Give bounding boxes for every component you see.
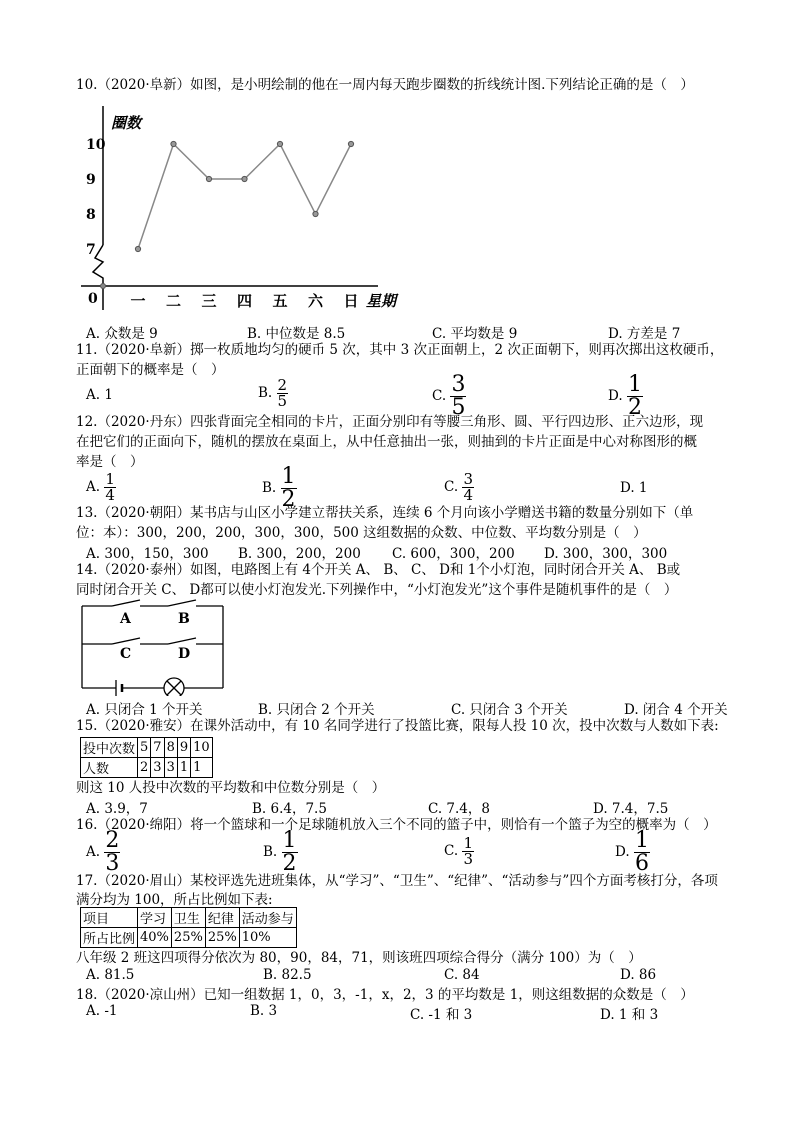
switch-d-label: D [178,646,191,662]
q14-option-c[interactable]: C. 只闭合 3 个开关 [451,702,568,718]
switch-b-blade [168,600,196,606]
q14-option-a[interactable]: A. 只闭合 1 个开关 [86,702,203,718]
x-tick-label: 三 [201,292,217,310]
q17-option-c[interactable]: C. 84 [444,967,480,983]
table-cell: 8 [164,738,177,758]
switch-d-blade [168,638,196,644]
table-cell: 9 [177,738,190,758]
q12-stem-line2: 在把它们的正面向下，随机的摆放在桌面上，从中任意抽出一张，则抽到的卡片正面是中心对称图形的概 [76,434,697,450]
y-axis-label: 圈数 [111,114,142,132]
series-line [138,144,351,249]
q15-option-b[interactable]: B. 6.4，7.5 [252,801,327,817]
q16-stem: 16.（2020·绵阳）将一个篮球和一个足球随机放入三个不同的篮子中，则恰有一个篮子为空的概率为（ ） [76,817,717,833]
table-cell: 3 [164,758,177,778]
data-point [242,176,247,181]
q17-stem-line1: 17.（2020·眉山）某校评选先进班集体，从“学习”、“卫生”、“纪律”、“活动参与”四个方面考核打分，各项 [76,873,718,889]
switch-a-label: A [120,611,131,627]
y-tick-label: 7 [86,242,96,258]
table-cell: 25% [171,928,205,948]
x-tick-label: 日 [343,292,359,310]
origin-dot [101,284,106,289]
line-chart [78,100,408,318]
table-cell: 1 [177,758,190,778]
table-cell: 25% [205,928,239,948]
q12-stem-line3: 率是（ ） [76,454,144,470]
q16-option-a[interactable]: A. $\frac{2}{3}$ [86,828,120,876]
x-tick-label: 五 [272,292,288,310]
x-axis-label: 星期 [366,292,397,310]
table-cell: 活动参与 [239,908,296,928]
y-tick-label: 8 [86,207,96,223]
data-point [348,141,353,146]
q15-option-d[interactable]: D. 7.4，7.5 [593,801,669,817]
q15-option-c[interactable]: C. 7.4，8 [428,801,490,817]
table-cell: 2 [138,758,151,778]
table-cell: 所占比例 [81,928,138,948]
q12-option-a[interactable]: A. $\frac{1}{4}$ [86,470,115,504]
q13-option-b[interactable]: B. 300，200，200 [238,546,361,562]
table-cell: 3 [151,758,164,778]
q14-option-d[interactable]: D. 闭合 4 个开关 [624,702,728,718]
q10-stem: 10.（2020·阜新）如图，是小明绘制的他在一周内每天跑步圈数的折线统计图.下列结论正确的是（ ） [76,77,694,93]
q12-option-b[interactable]: B. $\frac{1}{2}$ [262,464,296,512]
x-tick-label: 六 [307,292,324,310]
q11-stem-line1: 11.（2020·阜新）掷一枚质地均匀的硬币 5 次，其中 3 次正面朝上，2 次正面朝下，则再次掷出这枚硬币， [76,342,724,358]
q17-option-d[interactable]: D. 86 [620,967,657,983]
table-cell: 5 [138,738,151,758]
table-cell: 1 [191,758,213,778]
data-point [171,141,176,146]
table-cell: 7 [151,738,164,758]
q17-option-a[interactable]: A. 81.5 [86,967,135,983]
q13-option-d[interactable]: D. 300，300，300 [544,546,668,562]
q13-stem-line1: 13.（2020·朝阳）某书店与山区小学建立帮扶关系，连续 6 个月向该小学赠送书籍的数量分别如下（单 [76,505,694,521]
q13-option-a[interactable]: A. 300，150，300 [86,546,209,562]
table-cell: 10 [191,738,213,758]
q18-option-c[interactable]: C. -1 和 3 [410,1007,473,1023]
data-point [206,176,211,181]
table-cell: 纪律 [205,908,239,928]
q17-table [80,907,297,948]
table-cell: 项目 [81,908,138,928]
q11-stem-line2: 正面朝下的概率是（ ） [76,362,225,378]
q15-table [80,737,213,778]
q12-stem-line1: 12.（2020·丹东）四张背面完全相同的卡片，正面分别印有等腰三角形、圆、平行四边形、正六边形，现 [76,414,704,430]
table-row [81,908,297,928]
y-tick-label: 9 [86,172,96,188]
q13-option-c[interactable]: C. 600，300，200 [392,546,515,562]
q18-option-a[interactable]: A. -1 [86,1003,118,1019]
table-cell: 40% [138,928,172,948]
x-tick-label: 四 [236,292,253,310]
q14-stem-line2: 同时闭合开关 C、 D都可以使小灯泡发光.下列操作中，“小灯泡发光”这个事件是随机事件的是（ ） [76,582,678,598]
q10-option-a[interactable]: A. 众数是 9 [86,326,158,342]
q15-option-a[interactable]: A. 3.9，7 [86,801,148,817]
circuit-diagram [78,598,238,696]
data-point [313,211,318,216]
q12-option-c[interactable]: C. $\frac{3}{4}$ [444,470,473,504]
q15-stem: 15.（2020·雅安）在课外活动中，有 10 名同学进行了投篮比赛，限每人投 10 次，投中次数与人数如下表: [76,718,719,734]
q10-option-d[interactable]: D. 方差是 7 [608,326,681,342]
table-cell: 人数 [81,758,138,778]
switch-a-blade [112,600,140,606]
q10-option-c[interactable]: C. 平均数是 9 [432,326,518,342]
x-tick-label: 一 [130,292,146,310]
q18-option-b[interactable]: B. 3 [250,1003,278,1019]
q17-stem-line3: 八年级 2 班这四项得分依次为 80，90，84，71，则该班四项综合得分（满分 100）为（ ） [76,950,642,966]
data-point [277,141,282,146]
table-row [81,928,297,948]
table-row [81,738,213,758]
q15-stem-line2: 则这 10 人投中次数的平均数和中位数分别是（ ） [76,780,386,796]
table-row [81,758,213,778]
switch-c-blade [112,638,140,644]
q16-option-d[interactable]: D. $\frac{1}{6}$ [615,828,649,876]
chart-axes [81,106,378,310]
q16-option-b[interactable]: B. $\frac{1}{2}$ [263,828,297,876]
switch-c-label: C [120,646,132,662]
data-point [135,246,140,251]
q17-stem-line2: 满分均为 100，所占比例如下表: [76,892,273,908]
bulb-icon [164,678,184,696]
table-cell: 学习 [138,908,172,928]
table-cell: 10% [239,928,296,948]
q14-stem-line1: 14.（2020·泰州）如图，电路图上有 4个开关 A、 B、 C、 D和 1个小灯泡，同时闭合开关 A、 B或 [76,562,681,578]
q11-option-c[interactable]: C. $\frac{3}{5}$ [432,372,466,420]
q18-stem: 18.（2020·凉山州）已知一组数据 1，0，3，-1，x，2，3 的平均数是 1，则这组数据的众数是（ ） [76,987,694,1003]
q11-option-a[interactable]: A. 1 [86,387,113,403]
q16-option-c[interactable]: C. $\frac{1}{3}$ [444,834,473,868]
switch-b-label: B [178,611,190,627]
q10-option-b[interactable]: B. 中位数是 8.5 [247,326,346,342]
origin-label: 0 [88,291,98,307]
q11-option-d[interactable]: D. $\frac{1}{2}$ [608,372,642,420]
q18-option-d[interactable]: D. 1 和 3 [600,1007,659,1023]
q12-option-d[interactable]: D. 1 [620,480,648,496]
table-cell: 卫生 [171,908,205,928]
q14-option-b[interactable]: B. 只闭合 2 个开关 [258,702,375,718]
q11-option-b[interactable]: B. $\frac{2}{5}$ [258,376,288,410]
x-tick-label: 二 [165,292,182,310]
table-cell: 投中次数 [81,738,138,758]
q13-stem-line2: 位：本）：300，200，200，300，300，500 这组数据的众数、中位数、平均数分别是（ ） [76,525,647,541]
y-tick-label: 10 [86,137,106,153]
q17-option-b[interactable]: B. 82.5 [263,967,312,983]
